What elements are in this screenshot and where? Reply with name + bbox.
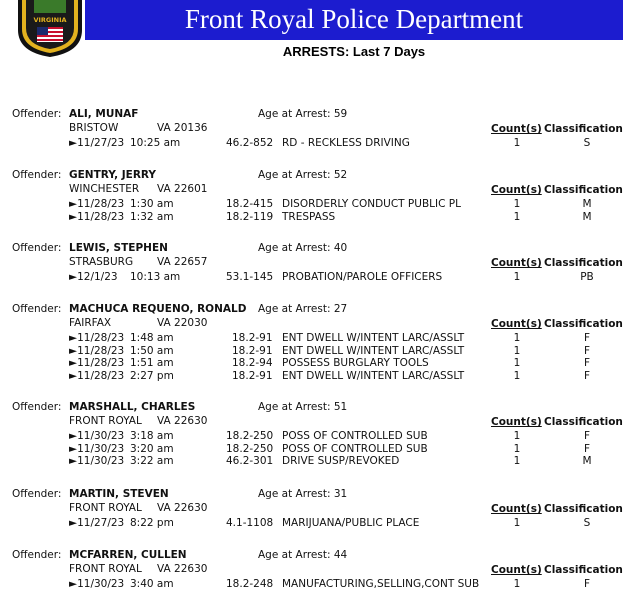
- charge-date-value: 11/30/23: [77, 442, 125, 455]
- header-banner: [85, 0, 623, 40]
- charge-time: 1:30 am: [130, 198, 174, 210]
- charge-date: [69, 443, 124, 456]
- charge-date: [69, 137, 124, 150]
- charge-time: 3:40 am: [130, 578, 174, 590]
- counts-header: Count(s): [491, 416, 542, 428]
- age-value: 52: [333, 169, 348, 181]
- offender-name: MCFARREN, CULLEN: [69, 549, 187, 561]
- charge-date-value: 11/28/23: [77, 198, 125, 210]
- charge-description: POSS OF CONTROLLED SUB: [282, 430, 428, 442]
- offender-label: Offender:: [12, 108, 62, 120]
- age-value: 31: [333, 488, 348, 500]
- charge-time: 8:22 pm: [130, 517, 174, 529]
- charge-code: 46.2-852: [226, 137, 274, 149]
- charge-date-value: 11/30/23: [77, 578, 125, 590]
- charge-date-value: 11/30/23: [77, 430, 125, 442]
- age-at-arrest: [258, 549, 347, 562]
- offender-city: BRISTOW: [69, 122, 119, 134]
- offender-city: WINCHESTER: [69, 183, 140, 195]
- charge-date-value: 11/27/23: [77, 517, 125, 529]
- charge-description: ENT DWELL W/INTENT LARC/ASSLT: [282, 369, 465, 382]
- age-at-arrest: [258, 401, 347, 414]
- charge-date-value: 11/28/23: [77, 332, 125, 344]
- charge-time: 3:22 am: [130, 455, 174, 467]
- charge-description: MARIJUANA/PUBLIC PLACE: [282, 517, 420, 529]
- charge-classification: M: [582, 455, 592, 467]
- classification-header: Classification: [544, 123, 623, 135]
- offender-state-zip: VA 22030: [157, 317, 208, 329]
- charge-count: 1: [513, 137, 521, 149]
- charge-count: 1: [513, 442, 521, 455]
- charge-classification: S: [583, 517, 591, 529]
- charge-time: 10:13 am: [130, 271, 181, 283]
- classification-header: Classification: [544, 184, 623, 196]
- charge-date: [69, 578, 124, 591]
- charge-date: [69, 332, 124, 345]
- charge-description: DISORDERLY CONDUCT PUBLIC PL: [282, 198, 461, 210]
- charge-classification: F: [583, 369, 591, 382]
- counts-header: Count(s): [491, 257, 542, 269]
- charge-code: 18.2-94: [232, 357, 273, 369]
- charge-date: [69, 517, 124, 530]
- offender-label: Offender:: [12, 401, 62, 413]
- charge-count: 1: [513, 210, 521, 223]
- age-value: 40: [333, 242, 348, 254]
- charge-description: MANUFACTURING,SELLING,CONT SUB: [282, 578, 480, 590]
- charge-time: 3:18 am: [130, 430, 174, 442]
- charge-code: 18.2-248: [226, 578, 274, 590]
- charge-count: 1: [513, 198, 521, 210]
- charge-date: [69, 357, 124, 370]
- offender-label: Offender:: [12, 549, 62, 561]
- offender-name: ALI, MUNAF: [69, 108, 139, 120]
- charge-code: 46.2-301: [226, 455, 274, 467]
- page-subtitle: ARRESTS: Last 7 Days: [282, 44, 426, 59]
- offender-name: MACHUCA REQUENO, RONALD: [69, 303, 247, 315]
- charge-date-value: 12/1/23: [77, 271, 118, 283]
- arrow-bullet-icon: ►: [69, 455, 78, 467]
- classification-header: Classification: [544, 503, 623, 515]
- charge-description: DRIVE SUSP/REVOKED: [282, 455, 400, 467]
- charge-classification: F: [583, 430, 591, 442]
- charge-classification: M: [582, 198, 592, 210]
- charge-description: POSS OF CONTROLLED SUB: [282, 442, 428, 455]
- age-at-arrest: [258, 169, 347, 182]
- charge-code: 4.1-1108: [226, 517, 274, 529]
- classification-header: Classification: [544, 416, 623, 428]
- offender-state-zip: VA 22630: [157, 502, 208, 514]
- charge-count: 1: [513, 344, 521, 357]
- age-at-arrest: [258, 108, 347, 121]
- offender-state-zip: VA 22630: [157, 415, 208, 427]
- offender-state-zip: VA 22657: [157, 256, 208, 268]
- charge-code: 18.2-91: [232, 369, 273, 382]
- charge-date: [69, 271, 118, 284]
- charge-time: 1:48 am: [130, 332, 174, 344]
- charge-time: 2:27 pm: [130, 369, 174, 382]
- arrow-bullet-icon: ►: [69, 578, 78, 590]
- charge-date-value: 11/28/23: [77, 357, 125, 369]
- age-at-arrest: [258, 242, 347, 255]
- charge-date-value: 11/28/23: [77, 344, 125, 357]
- offender-label: Offender:: [12, 169, 62, 181]
- counts-header: Count(s): [491, 184, 542, 196]
- charge-classification: F: [583, 442, 591, 455]
- charge-time: 1:50 am: [130, 344, 174, 357]
- counts-header: Count(s): [491, 318, 542, 330]
- counts-header: Count(s): [491, 503, 542, 515]
- classification-header: Classification: [544, 564, 623, 576]
- age-label: Age at Arrest:: [258, 488, 331, 500]
- age-label: Age at Arrest:: [258, 303, 331, 315]
- age-label: Age at Arrest:: [258, 169, 331, 181]
- age-value: 44: [333, 549, 348, 561]
- offender-name: MARTIN, STEVEN: [69, 488, 169, 500]
- charge-count: 1: [513, 455, 521, 467]
- classification-header: Classification: [544, 318, 623, 330]
- charge-count: 1: [513, 357, 521, 369]
- arrow-bullet-icon: ►: [69, 332, 78, 344]
- arrow-bullet-icon: ►: [69, 517, 78, 529]
- charge-time: 1:32 am: [130, 210, 174, 223]
- charge-date: [69, 211, 124, 224]
- charge-code: 53.1-145: [226, 271, 274, 283]
- offender-name: GENTRY, JERRY: [69, 169, 157, 181]
- department-title: Front Royal Police Department: [184, 4, 524, 34]
- offender-name: LEWIS, STEPHEN: [69, 242, 168, 254]
- age-label: Age at Arrest:: [258, 401, 331, 413]
- offender-name: MARSHALL, CHARLES: [69, 401, 196, 413]
- arrow-bullet-icon: ►: [69, 271, 78, 283]
- charge-date: [69, 198, 124, 211]
- age-label: Age at Arrest:: [258, 549, 331, 561]
- charge-description: ENT DWELL W/INTENT LARC/ASSLT: [282, 344, 465, 357]
- arrow-bullet-icon: ►: [69, 369, 78, 382]
- charge-classification: F: [583, 332, 591, 344]
- charge-code: 18.2-91: [232, 332, 273, 344]
- offender-city: FRONT ROYAL: [69, 563, 142, 575]
- offender-city: FRONT ROYAL: [69, 415, 142, 427]
- charge-count: 1: [513, 332, 521, 344]
- arrow-bullet-icon: ►: [69, 357, 78, 369]
- us-flag-icon: [37, 27, 63, 42]
- charge-time: 3:20 am: [130, 442, 174, 455]
- age-value: 51: [333, 401, 348, 413]
- charge-description: RD - RECKLESS DRIVING: [282, 137, 410, 149]
- counts-header: Count(s): [491, 123, 542, 135]
- charge-date-value: 11/30/23: [77, 455, 125, 467]
- charge-code: 18.2-119: [226, 210, 274, 223]
- arrow-bullet-icon: ►: [69, 344, 78, 357]
- offender-city: FAIRFAX: [69, 317, 112, 329]
- charge-date-value: 11/28/23: [77, 210, 125, 223]
- charge-time: 10:25 am: [130, 137, 181, 149]
- charge-classification: F: [583, 344, 591, 357]
- offender-city: FRONT ROYAL: [69, 502, 142, 514]
- charge-code: 18.2-415: [226, 198, 274, 210]
- charge-code: 18.2-91: [232, 344, 273, 357]
- charge-date: [69, 455, 124, 468]
- age-label: Age at Arrest:: [258, 242, 331, 254]
- charge-date: [69, 430, 124, 443]
- charge-count: 1: [513, 369, 521, 382]
- charge-classification: F: [583, 357, 591, 369]
- charge-classification: PB: [580, 271, 594, 283]
- counts-header: Count(s): [491, 564, 542, 576]
- classification-header: Classification: [544, 257, 623, 269]
- charge-description: POSSESS BURGLARY TOOLS: [282, 357, 429, 369]
- charge-date: [69, 345, 124, 358]
- arrow-bullet-icon: ►: [69, 442, 78, 455]
- arrow-bullet-icon: ►: [69, 430, 78, 442]
- charge-count: 1: [513, 271, 521, 283]
- charge-date-value: 11/28/23: [77, 369, 125, 382]
- charge-classification: M: [582, 210, 592, 223]
- charge-count: 1: [513, 578, 521, 590]
- badge-state-text: VIRGINIA: [33, 16, 67, 24]
- offender-state-zip: VA 20136: [157, 122, 208, 134]
- charge-count: 1: [513, 430, 521, 442]
- charge-time: 1:51 am: [130, 357, 174, 369]
- charge-description: ENT DWELL W/INTENT LARC/ASSLT: [282, 332, 465, 344]
- age-value: 27: [333, 303, 348, 315]
- arrow-bullet-icon: ►: [69, 210, 78, 223]
- age-value: 59: [333, 108, 348, 120]
- age-label: Age at Arrest:: [258, 108, 331, 120]
- charge-code: 18.2-250: [226, 442, 274, 455]
- offender-label: Offender:: [12, 242, 62, 254]
- charge-count: 1: [513, 517, 521, 529]
- offender-city: STRASBURG: [69, 256, 134, 268]
- age-at-arrest: [258, 303, 347, 316]
- offender-state-zip: VA 22630: [157, 563, 208, 575]
- charge-code: 18.2-250: [226, 430, 274, 442]
- charge-date: [69, 370, 124, 383]
- charge-description: TRESPASS: [282, 210, 336, 223]
- offender-state-zip: VA 22601: [157, 183, 208, 195]
- charge-classification: S: [583, 137, 591, 149]
- charge-date-value: 11/27/23: [77, 137, 125, 149]
- offender-label: Offender:: [12, 488, 62, 500]
- arrow-bullet-icon: ►: [69, 137, 78, 149]
- charge-description: PROBATION/PAROLE OFFICERS: [282, 271, 443, 283]
- arrow-bullet-icon: ►: [69, 198, 78, 210]
- age-at-arrest: [258, 488, 347, 501]
- charge-classification: F: [583, 578, 591, 590]
- offender-label: Offender:: [12, 303, 62, 315]
